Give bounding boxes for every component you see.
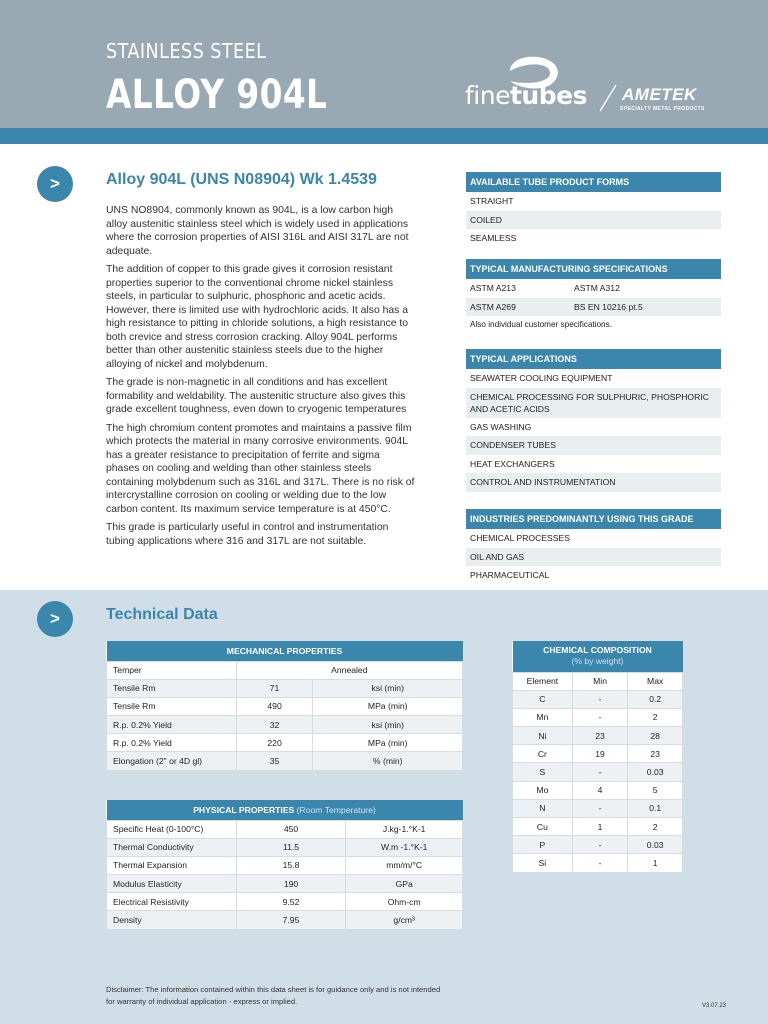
property-unit: J.kg-1.°K-1 xyxy=(346,820,463,838)
property-name: Thermal Expansion xyxy=(107,856,237,874)
element-name: N xyxy=(513,799,573,817)
property-name: Electrical Resistivity xyxy=(107,893,237,911)
property-value: 71 xyxy=(236,679,313,697)
property-value: 190 xyxy=(236,875,346,893)
physical-heading xyxy=(107,800,463,820)
property-unit: MPa (min) xyxy=(313,697,463,715)
technical-title: Technical Data xyxy=(106,606,218,623)
element-name: Ni xyxy=(513,727,573,745)
table-row xyxy=(513,854,683,872)
element-max: 0.2 xyxy=(628,690,683,708)
product-forms-heading: AVAILABLE TUBE PRODUCT FORMS xyxy=(466,172,721,192)
element-name: Cu xyxy=(513,818,573,836)
application-item: HEAT EXCHANGERS xyxy=(470,458,555,469)
section-arrow-icon: > xyxy=(37,166,73,202)
section-arrow-icon: > xyxy=(37,601,73,637)
application-item: CONDENSER TUBES xyxy=(466,436,721,455)
disclaimer: Disclaimer: The information contained within this data sheet is for guidance only and is not intended for warranty of individual application - express or implied. xyxy=(106,985,441,1006)
chemical-heading xyxy=(513,641,683,672)
element-max: 2 xyxy=(628,818,683,836)
table-row xyxy=(107,661,463,679)
spec-note: Also individual customer specifications. xyxy=(470,320,612,329)
manufacturing-panel xyxy=(466,259,721,329)
property-value: 32 xyxy=(236,716,313,734)
intro-body xyxy=(106,204,416,553)
logo-tubes-text: tubes xyxy=(509,81,587,110)
element-min: - xyxy=(572,799,628,817)
table-row xyxy=(513,781,683,799)
table-row xyxy=(513,763,683,781)
intro-paragraph: The high chromium content promotes and maintains a passive film which protects the material in many corrosive environments. 904L has a greater resistance to precipitation of ferrite and sigma phases on cooling and welding than other stainless steels containing molybdenum such as 316L and 317L. There is no risk of intercrystalline corrosion on cooling or welding due to the low carbon content. Its maximum service temperature is at 450°C. xyxy=(106,422,415,515)
element-min: - xyxy=(572,836,628,854)
spec-row xyxy=(466,279,721,298)
element-name: Si xyxy=(513,854,573,872)
property-value: 11.5 xyxy=(236,838,346,856)
table-row xyxy=(513,690,683,708)
property-name: R.p. 0.2% Yield xyxy=(107,716,237,734)
column-header: Element xyxy=(513,672,573,690)
element-min: 23 xyxy=(572,727,628,745)
element-min: 1 xyxy=(572,818,628,836)
property-unit: g/cm³ xyxy=(346,911,463,929)
intro-paragraph: The addition of copper to this grade gives it corrosion resistant properties superior to the conventional chrome nickel stainless steels, in particular to sulphuric, phosphoric and acetic acids. However, there is limited use with hydrochloric acids. It also has a high resistance to pitting in chloride solutions, a high resistance to both crevice and stress corrosion cracking. Alloy 904L performs better than other austenitic stainless steels due to the higher alloying of nickel and molybdenum. xyxy=(106,264,409,370)
table-row xyxy=(107,911,463,929)
element-max: 5 xyxy=(628,781,683,799)
table-row xyxy=(513,745,683,763)
temper-value: Annealed xyxy=(236,661,462,679)
element-max: 23 xyxy=(628,745,683,763)
logo-fine-text: fine xyxy=(465,81,510,110)
application-item: CHEMICAL PROCESSING FOR SULPHURIC, PHOSPHORIC AND ACETIC ACIDS xyxy=(466,388,721,418)
property-value: 35 xyxy=(236,752,313,770)
table-header-row xyxy=(513,672,683,690)
ametek-logo-subtitle: SPECIALTY METAL PRODUCTS xyxy=(620,106,705,112)
application-item: GAS WASHING xyxy=(470,421,532,432)
industries-heading: INDUSTRIES PREDOMINANTLY USING THIS GRADE xyxy=(466,509,721,529)
property-name: Thermal Conductivity xyxy=(107,838,237,856)
table-row xyxy=(513,708,683,726)
physical-heading-text: PHYSICAL PROPERTIES xyxy=(193,804,295,815)
property-unit: ksi (min) xyxy=(313,716,463,734)
spec-row xyxy=(466,298,721,317)
property-value: 490 xyxy=(236,697,313,715)
table-row xyxy=(107,734,463,752)
property-name: Tensile Rm xyxy=(107,679,237,697)
property-value: 220 xyxy=(236,734,313,752)
spec-value: ASTM A312 xyxy=(574,283,620,294)
property-unit: GPa xyxy=(346,875,463,893)
table-row xyxy=(513,836,683,854)
temper-label: Temper xyxy=(107,661,237,679)
intro-title: Alloy 904L (UNS N08904) Wk 1.4539 xyxy=(106,171,377,188)
property-value: 9.52 xyxy=(236,893,346,911)
property-unit: ksi (min) xyxy=(313,679,463,697)
element-min: - xyxy=(572,708,628,726)
industry-item: CHEMICAL PROCESSES xyxy=(470,533,570,544)
product-form-item: COILED xyxy=(466,211,721,230)
mechanical-heading: MECHANICAL PROPERTIES xyxy=(107,641,463,661)
element-max: 1 xyxy=(628,854,683,872)
ametek-logo: AMETEK xyxy=(622,85,697,104)
industry-item: PHARMACEUTICAL xyxy=(470,570,550,581)
property-unit: Ohm-cm xyxy=(346,893,463,911)
intro-paragraph: The grade is non-magnetic in all conditions and has excellent formability and weldability. The austenitic structure also gives this grade excellent toughness, even down to cryogenic temperatures xyxy=(106,377,407,415)
table-row xyxy=(107,838,463,856)
property-unit: % (min) xyxy=(313,752,463,770)
finetubes-logo xyxy=(465,81,587,117)
property-name: Specific Heat (0-100°C) xyxy=(107,820,237,838)
manufacturing-heading: TYPICAL MANUFACTURING SPECIFICATIONS xyxy=(466,259,721,279)
property-value: 7.95 xyxy=(236,911,346,929)
logo-divider-slash xyxy=(598,84,618,112)
element-name: Mo xyxy=(513,781,573,799)
element-max: 28 xyxy=(628,727,683,745)
industries-panel xyxy=(466,509,721,585)
element-name: Mn xyxy=(513,708,573,726)
table-row xyxy=(107,875,463,893)
intro-paragraph: UNS NO8904, commonly known as 904L, is a low carbon high alloy austenitic stainless steel which is widely used in applications where the corrosion properties of AISI 316L and AISI 317L are not adequate. xyxy=(106,205,409,257)
element-min: 4 xyxy=(572,781,628,799)
table-row xyxy=(107,893,463,911)
table-row xyxy=(107,856,463,874)
property-name: Modulus Elasticity xyxy=(107,875,237,893)
table-row xyxy=(107,716,463,734)
property-name: R.p. 0.2% Yield xyxy=(107,734,237,752)
table-row xyxy=(107,752,463,770)
property-value: 15.8 xyxy=(236,856,346,874)
table-row xyxy=(513,818,683,836)
header-subtitle: STAINLESS STEEL xyxy=(106,39,267,63)
property-name: Density xyxy=(107,911,237,929)
property-unit: MPa (min) xyxy=(313,734,463,752)
page-header xyxy=(0,0,768,128)
column-header: Max xyxy=(628,672,683,690)
spec-value: ASTM A269 xyxy=(470,301,516,312)
chemical-composition-table xyxy=(512,641,683,873)
element-max: 2 xyxy=(628,708,683,726)
property-unit: mm/m/°C xyxy=(346,856,463,874)
element-name: C xyxy=(513,690,573,708)
element-name: Cr xyxy=(513,745,573,763)
element-name: S xyxy=(513,763,573,781)
element-min: - xyxy=(572,690,628,708)
header-stripe xyxy=(0,128,768,144)
element-min: - xyxy=(572,854,628,872)
element-name: P xyxy=(513,836,573,854)
table-row xyxy=(513,799,683,817)
spec-value: ASTM A213 xyxy=(470,283,516,294)
applications-heading: TYPICAL APPLICATIONS xyxy=(466,349,721,369)
product-forms-panel xyxy=(466,172,721,248)
mechanical-properties-table xyxy=(106,641,463,771)
property-name: Tensile Rm xyxy=(107,697,237,715)
property-value: 450 xyxy=(236,820,346,838)
property-unit: W.m -1.°K-1 xyxy=(346,838,463,856)
column-header: Min xyxy=(572,672,628,690)
application-item: CONTROL AND INSTRUMENTATION xyxy=(466,473,721,492)
element-min: 19 xyxy=(572,745,628,763)
version-label: V3.07.23 xyxy=(702,1003,727,1009)
applications-panel xyxy=(466,349,721,492)
element-max: 0.1 xyxy=(628,799,683,817)
physical-heading-note: (Room Temperature) xyxy=(296,804,376,815)
chemical-subheading: (% by weight) xyxy=(571,656,624,667)
product-form-item: SEAMLESS xyxy=(470,233,517,244)
physical-properties-table xyxy=(106,800,463,930)
table-row xyxy=(107,679,463,697)
property-name: Elongation (2" or 4D gl) xyxy=(107,752,237,770)
table-row xyxy=(513,727,683,745)
element-min: - xyxy=(572,763,628,781)
table-row xyxy=(107,697,463,715)
intro-paragraph: This grade is particularly useful in control and instrumentation tubing applications where 316 and 317L are not suitable. xyxy=(106,522,389,547)
spec-value: BS EN 10216 pt.5 xyxy=(574,301,643,312)
industry-item: OIL AND GAS xyxy=(466,548,721,567)
element-max: 0.03 xyxy=(628,836,683,854)
product-form-item: STRAIGHT xyxy=(470,196,514,207)
header-title: ALLOY 904L xyxy=(106,72,328,118)
table-row xyxy=(107,820,463,838)
element-max: 0.03 xyxy=(628,763,683,781)
chemical-heading-text: CHEMICAL COMPOSITION xyxy=(543,645,652,656)
application-item: SEAWATER COOLING EQUIPMENT xyxy=(470,373,613,384)
